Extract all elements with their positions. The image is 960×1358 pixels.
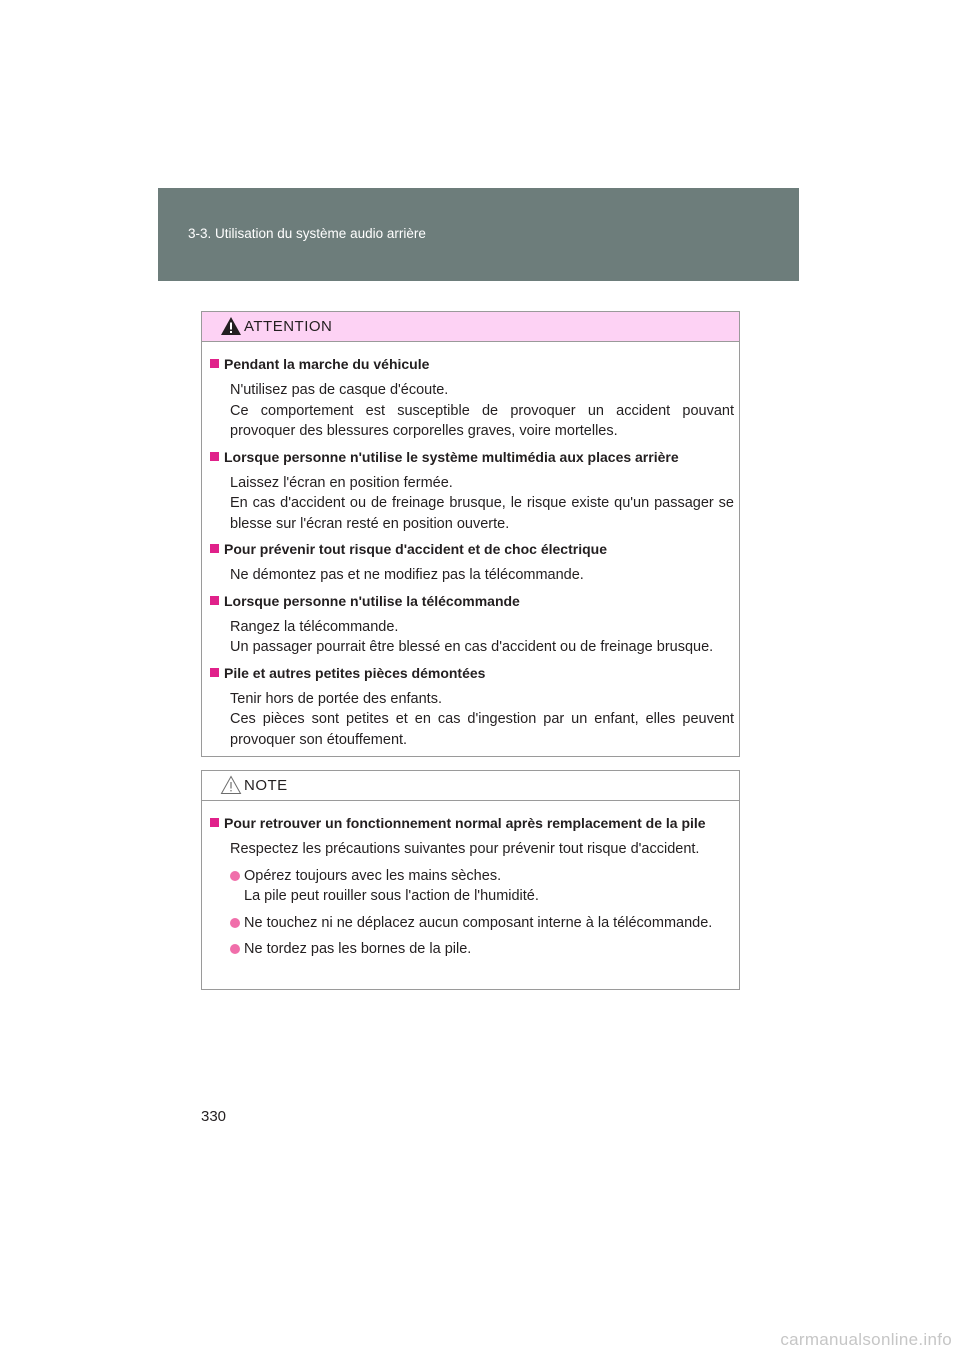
square-bullet-icon <box>210 668 219 677</box>
section-header-band <box>158 188 799 281</box>
caution-outline-icon <box>220 775 242 795</box>
note-item-title: Pour retrouver un fonctionnement normal après remplacement de la pile <box>210 813 734 833</box>
square-bullet-icon <box>210 544 219 553</box>
note-intro: Respectez les précautions suivantes pour prévenir tout risque d'accident. <box>230 841 700 857</box>
round-bullet-icon <box>230 944 240 954</box>
section-title: 3-3. Utilisation du système audio arrière <box>188 226 426 241</box>
note-bullet: Ne tordez pas les bornes de la pile. <box>210 939 734 960</box>
attention-item-text: Rangez la télécommande. Un passager pourrait être blessé en cas d'accident ou de freinage brusque. <box>230 618 714 655</box>
note-box <box>201 770 740 990</box>
note-header <box>202 771 739 801</box>
attention-item-text: Laissez l'écran en position fermée. En cas d'accident ou de freinage brusque, le risque existe qu'un passager se blesse sur l'écran resté en position ouverte. <box>230 474 734 532</box>
round-bullet-icon <box>230 918 240 928</box>
attention-item-text: Ne démontez pas et ne modifiez pas la télécommande. <box>230 567 584 583</box>
attention-item-title: Pour prévenir tout risque d'accident et de choc électrique <box>210 539 734 559</box>
attention-item-title: Pile et autres petites pièces démontées <box>210 663 734 683</box>
attention-item-text: N'utilisez pas de casque d'écoute. Ce comportement est susceptible de provoquer un accident pouvant provoquer des blessures corporelles graves, voire mortelles. <box>230 382 734 439</box>
page-number: 330 <box>201 1108 227 1125</box>
attention-box <box>201 311 740 757</box>
attention-item-title: Lorsque personne n'utilise le système multimédia aux places arrière <box>210 447 734 467</box>
warning-icon <box>220 316 242 336</box>
square-bullet-icon <box>210 359 219 368</box>
square-bullet-icon <box>210 452 219 461</box>
square-bullet-icon <box>210 596 219 605</box>
attention-header <box>202 312 739 342</box>
attention-item-title: Lorsque personne n'utilise la télécommande <box>210 591 734 611</box>
round-bullet-icon <box>230 871 240 881</box>
note-bullet: Opérez toujours avec les mains sèches. La pile peut rouiller sous l'action de l'humidité. <box>210 866 734 907</box>
attention-item-title: Pendant la marche du véhicule <box>210 354 734 374</box>
note-bullet: Ne touchez ni ne déplacez aucun composant interne à la télécommande. <box>210 913 734 934</box>
attention-item-text: Tenir hors de portée des enfants. Ces pièces sont petites et en cas d'ingestion par un enfant, elles peuvent provoquer son étouffement. <box>230 690 734 748</box>
watermark: carmanualsonline.info <box>780 1330 952 1349</box>
square-bullet-icon <box>210 818 219 827</box>
note-title: NOTE <box>244 777 288 794</box>
attention-title: ATTENTION <box>244 318 333 335</box>
